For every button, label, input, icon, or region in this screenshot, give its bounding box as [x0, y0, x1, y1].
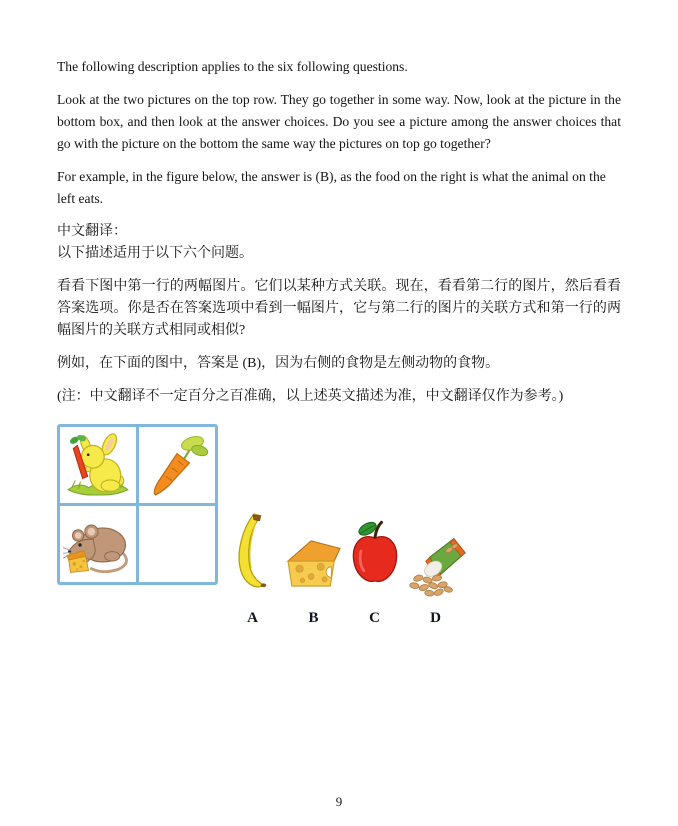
intro-applies-line: The following description applies to the six following questions. — [57, 59, 408, 74]
chinese-look-paragraph: 看看下图中第一行的两幅图片。它们以某种方式关联。现在，看看第二行的图片，然后看看答案选项。你是否在答案选项中看到一幅图片，它与第二行的图片的关联方式和第一行的两幅图片的关联方式相同或相似? — [57, 279, 621, 338]
puzzle-grid — [57, 424, 218, 585]
choice-c — [344, 497, 405, 626]
chinese-translation-header: 中文翻译： — [57, 224, 127, 239]
page-content — [57, 56, 621, 626]
answer-choices — [222, 497, 466, 626]
choice-a — [222, 505, 283, 626]
intro-example-paragraph: For example, in the figure below, the answer is (B), as the food on the right is what the animal on the left eats. — [57, 169, 606, 206]
mouse-with-cheese-illustration — [63, 512, 133, 576]
grid-cell-empty — [139, 506, 215, 582]
choice-c-letter: C — [369, 610, 380, 626]
rabbit-with-carrot-illustration — [64, 431, 132, 499]
analogy-figure — [57, 424, 621, 626]
apple-illustration — [348, 519, 402, 587]
choice-d — [405, 507, 466, 626]
choice-d-letter: D — [430, 610, 441, 626]
intro-look-paragraph: Look at the two pictures on the top row. They go together in some way. Now, look at the picture in the bottom box, and then look at the answer choices. Do you see a picture among the answer choices that go with the picture on the bottom the same way the pictures on top go together? — [57, 92, 621, 151]
carrot-illustration — [143, 431, 211, 499]
grid-cell-carrot — [139, 427, 215, 503]
choice-a-letter: A — [247, 610, 258, 626]
chinese-applies-line: 以下描述适用于以下六个问题。 — [57, 246, 253, 261]
cheese-illustration — [286, 536, 342, 588]
grid-cell-mouse — [60, 506, 136, 582]
banana-illustration — [234, 509, 272, 595]
chinese-note-line: (注：中文翻译不一定百分之百准确，以上述英文描述为准，中文翻译仅作为参考。) — [57, 389, 564, 404]
chinese-example-paragraph: 例如，在下面的图中，答案是 (B)，因为右侧的食物是左侧动物的食物。 — [57, 356, 500, 371]
choice-b — [283, 498, 344, 626]
choice-b-letter: B — [308, 610, 319, 626]
grid-cell-rabbit — [60, 427, 136, 503]
page-number: 9 — [335, 794, 343, 809]
peanut-bag-illustration — [405, 533, 467, 597]
